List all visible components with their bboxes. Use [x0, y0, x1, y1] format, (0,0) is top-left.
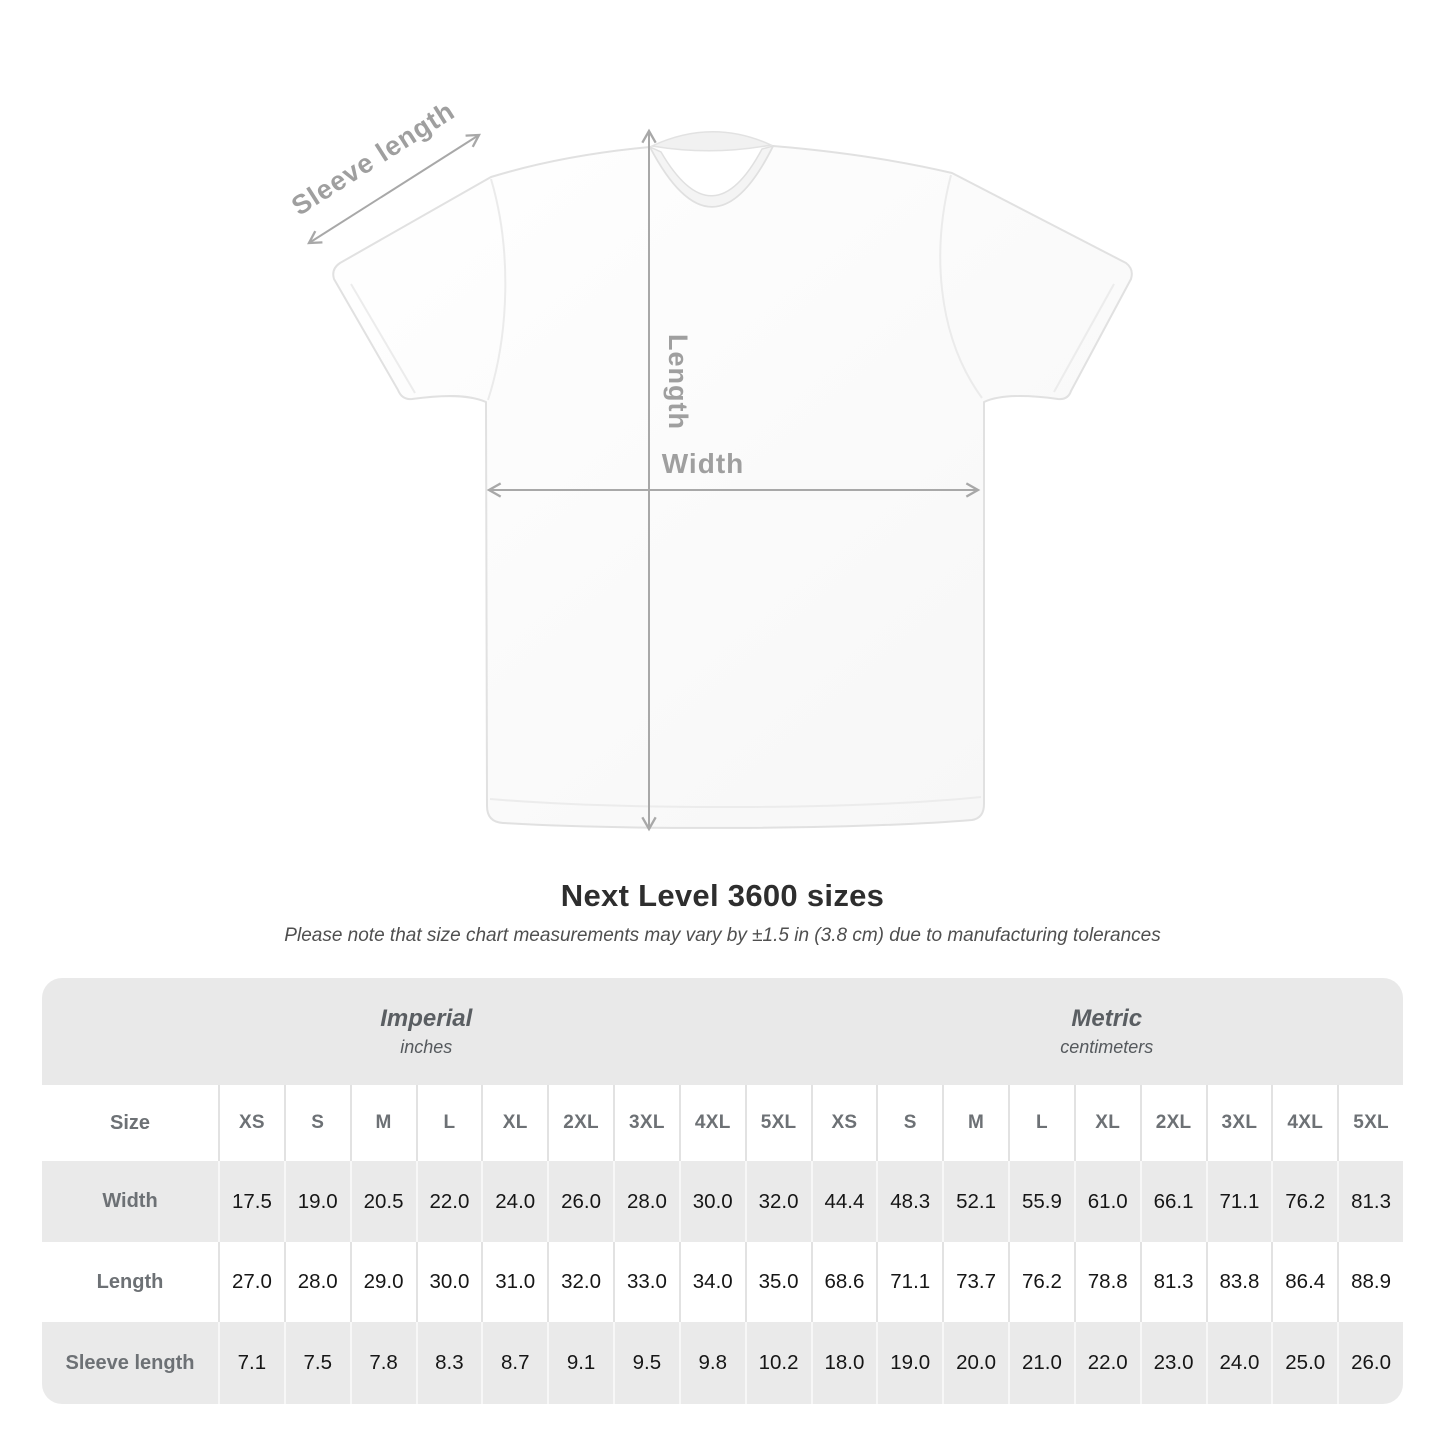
measurement-value-cell: 8.3: [416, 1322, 482, 1404]
measurement-value-cell: 9.5: [613, 1322, 679, 1404]
measurement-value-cell: 10.2: [745, 1322, 811, 1404]
size-column-header: M: [350, 1085, 416, 1161]
size-column-header: 4XL: [679, 1085, 745, 1161]
size-column-header: M: [942, 1085, 1008, 1161]
size-column-header: 2XL: [1140, 1085, 1206, 1161]
measurement-value-cell: 17.5: [218, 1161, 284, 1242]
size-column-header: L: [1008, 1085, 1074, 1161]
sleeve-length-arrow-label: Sleeve length: [286, 95, 461, 222]
measurement-value-cell: 7.5: [284, 1322, 350, 1404]
measurement-value-cell: 31.0: [481, 1242, 547, 1322]
measurement-value-cell: 23.0: [1140, 1322, 1206, 1404]
measurement-value-cell: 30.0: [679, 1161, 745, 1242]
measurement-value-cell: 7.8: [350, 1322, 416, 1404]
measurement-value-cell: 24.0: [481, 1161, 547, 1242]
measurement-value-cell: 9.8: [679, 1322, 745, 1404]
size-column-header: 5XL: [745, 1085, 811, 1161]
tshirt-body: [333, 146, 1132, 828]
measurement-value-cell: 21.0: [1008, 1322, 1074, 1404]
measurement-value-cell: 32.0: [745, 1161, 811, 1242]
measurement-value-cell: 28.0: [613, 1161, 679, 1242]
length-arrow-label: Length: [663, 334, 693, 430]
measurement-value-cell: 8.7: [481, 1322, 547, 1404]
measurement-value-cell: 83.8: [1206, 1242, 1272, 1322]
width-arrow-label: Width: [661, 448, 745, 479]
size-column-header: XL: [1074, 1085, 1140, 1161]
metric-group-header: [811, 978, 1404, 1085]
size-column-header: 3XL: [613, 1085, 679, 1161]
imperial-group-title: Imperial: [380, 1005, 473, 1032]
size-column-header: 4XL: [1271, 1085, 1337, 1161]
measurement-value-cell: 35.0: [745, 1242, 811, 1322]
size-row-label: Size: [42, 1085, 218, 1161]
measurement-value-cell: 71.1: [876, 1242, 942, 1322]
measurement-value-cell: 73.7: [942, 1242, 1008, 1322]
imperial-group-unit: inches: [400, 1037, 453, 1057]
measurement-value-cell: 27.0: [218, 1242, 284, 1322]
imperial-group-header: [42, 978, 811, 1085]
measurement-value-cell: 61.0: [1074, 1161, 1140, 1242]
measurement-value-cell: 26.0: [547, 1161, 613, 1242]
size-column-header: XS: [811, 1085, 877, 1161]
collar-back: [652, 132, 771, 151]
measurement-value-cell: 19.0: [876, 1322, 942, 1404]
measurement-value-cell: 76.2: [1008, 1242, 1074, 1322]
measurement-value-cell: 28.0: [284, 1242, 350, 1322]
measurement-value-cell: 7.1: [218, 1322, 284, 1404]
size-table: [42, 978, 1403, 1404]
measurement-value-cell: 29.0: [350, 1242, 416, 1322]
measurement-value-cell: 78.8: [1074, 1242, 1140, 1322]
metric-group-title: Metric: [1071, 1005, 1143, 1032]
measurement-value-cell: 81.3: [1337, 1161, 1403, 1242]
measurement-value-cell: 24.0: [1206, 1322, 1272, 1404]
measurement-row-label: Width: [42, 1161, 218, 1242]
measurement-value-cell: 20.5: [350, 1161, 416, 1242]
measurement-value-cell: 25.0: [1271, 1322, 1337, 1404]
size-column-header: S: [876, 1085, 942, 1161]
measurement-value-cell: 19.0: [284, 1161, 350, 1242]
size-column-header: S: [284, 1085, 350, 1161]
measurement-value-cell: 26.0: [1337, 1322, 1403, 1404]
size-column-header: 3XL: [1206, 1085, 1272, 1161]
measurement-value-cell: 48.3: [876, 1161, 942, 1242]
measurement-value-cell: 81.3: [1140, 1242, 1206, 1322]
size-column-header: L: [416, 1085, 482, 1161]
metric-group-unit: centimeters: [1060, 1037, 1154, 1057]
measurement-value-cell: 32.0: [547, 1242, 613, 1322]
measurement-value-cell: 44.4: [811, 1161, 877, 1242]
measurement-value-cell: 9.1: [547, 1322, 613, 1404]
measurement-value-cell: 68.6: [811, 1242, 877, 1322]
measurement-value-cell: 66.1: [1140, 1161, 1206, 1242]
measurement-value-cell: 55.9: [1008, 1161, 1074, 1242]
size-column-header: 2XL: [547, 1085, 613, 1161]
measurement-value-cell: 34.0: [679, 1242, 745, 1322]
measurement-value-cell: 22.0: [416, 1161, 482, 1242]
size-column-header: 5XL: [1337, 1085, 1403, 1161]
measurement-row-label: Sleeve length: [42, 1322, 218, 1404]
size-column-header: XL: [481, 1085, 547, 1161]
measurement-value-cell: 86.4: [1271, 1242, 1337, 1322]
measurement-value-cell: 20.0: [942, 1322, 1008, 1404]
measurement-row-label: Length: [42, 1242, 218, 1322]
tolerance-note: Please note that size chart measurements may vary by ±1.5 in (3.8 cm) due to manufacturing tolerances: [284, 925, 1161, 946]
measurement-value-cell: 52.1: [942, 1161, 1008, 1242]
page-title: Next Level 3600 sizes: [560, 878, 885, 913]
measurement-value-cell: 88.9: [1337, 1242, 1403, 1322]
measurement-value-cell: 22.0: [1074, 1322, 1140, 1404]
size-column-header: XS: [218, 1085, 284, 1161]
measurement-value-cell: 76.2: [1271, 1161, 1337, 1242]
measurement-value-cell: 30.0: [416, 1242, 482, 1322]
measurement-value-cell: 18.0: [811, 1322, 877, 1404]
measurement-value-cell: 33.0: [613, 1242, 679, 1322]
measurement-value-cell: 71.1: [1206, 1161, 1272, 1242]
